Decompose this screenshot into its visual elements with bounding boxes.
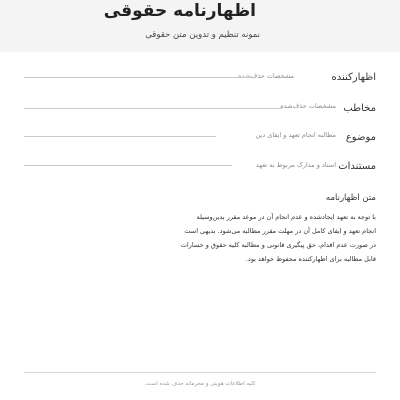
field-line-addressee bbox=[24, 108, 282, 109]
body-line: قابل مطالبه برای اظهارکننده محفوظ خواهد بود. bbox=[245, 255, 376, 263]
field-label-subject: موضوع bbox=[345, 132, 376, 143]
body-line: در صورت عدم اقدام، حق پیگیری قانونی و مطالبه کلیه حقوق و خسارات bbox=[180, 241, 376, 249]
field-line-documents bbox=[24, 165, 232, 166]
field-value-addressee: مشخصات حذف‌شده bbox=[280, 102, 336, 110]
body-line: با توجه به تعهد ایجادشده و عدم انجام آن در موعد مقرر بدین‌وسیله bbox=[196, 213, 376, 221]
body-heading: متن اظهارنامه bbox=[325, 193, 376, 203]
footer-divider bbox=[24, 372, 376, 373]
document-title: اظهارنامه حقوقی bbox=[103, 1, 256, 21]
field-value-subject: مطالبه انجام تعهد و ایفای دین bbox=[255, 131, 336, 139]
field-value-declarant: مشخصات حذف‌شده bbox=[238, 72, 294, 80]
field-value-documents: اسناد و مدارک مربوط به تعهد bbox=[255, 161, 336, 169]
footer-note: کلیه اطلاعات هویتی و محرمانه حذف شده است. bbox=[144, 381, 256, 387]
body-text bbox=[24, 210, 376, 266]
body-line: انجام تعهد و ایفای کامل آن در مهلت مقرر مطالبه می‌شود. بدیهی است bbox=[184, 227, 376, 235]
document-subtitle: نمونه تنظیم و تدوین متن حقوقی bbox=[145, 30, 260, 40]
document-header bbox=[0, 0, 400, 52]
field-label-declarant: اظهارکننده bbox=[331, 72, 376, 83]
field-line-subject bbox=[24, 136, 216, 137]
field-line-declarant bbox=[24, 77, 252, 78]
field-label-addressee: مخاطب bbox=[343, 103, 376, 114]
field-label-documents: مستندات bbox=[338, 161, 376, 172]
